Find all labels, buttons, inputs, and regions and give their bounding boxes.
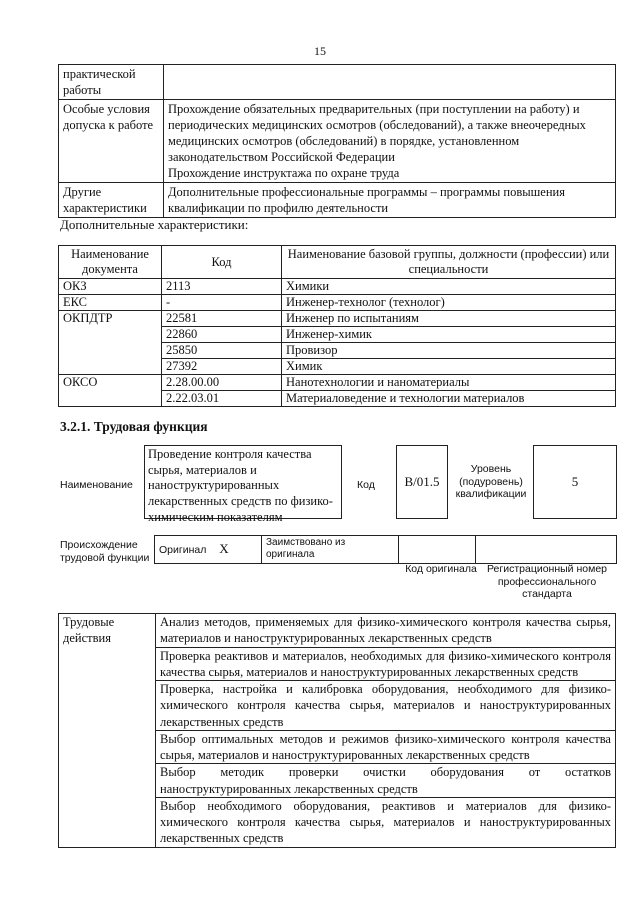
row-value <box>164 100 616 183</box>
row-label: Другие характеристики <box>59 183 164 218</box>
cell-document <box>59 359 162 375</box>
cell-document: ОКСО <box>59 375 162 391</box>
action-item: Выбор методик проверки очистки оборудования от остатков наноструктурированных лекарственных средств <box>156 764 616 798</box>
column-header-code: Код <box>162 246 282 279</box>
cell-code: 25850 <box>162 343 282 359</box>
table-row <box>59 391 616 407</box>
cell-name: Химики <box>282 279 616 295</box>
qualification-level-box: 5 <box>533 445 617 519</box>
original-code-caption: Код оригинала <box>405 563 477 575</box>
row-label: Особые условия допуска к работе <box>59 100 164 183</box>
cell-name: Материаловедение и технологии материалов <box>282 391 616 407</box>
cell-document: ОКЗ <box>59 279 162 295</box>
cell-document <box>59 343 162 359</box>
table-row <box>59 100 616 183</box>
name-label: Наименование <box>60 479 133 491</box>
cell-code: 22581 <box>162 311 282 327</box>
code-label: Код <box>357 479 375 491</box>
borrowed-cell: Заимствовано из оригинала <box>262 536 399 564</box>
table-header-row <box>59 246 616 279</box>
actions-label: Трудовые действия <box>59 614 156 848</box>
table-row <box>59 183 616 218</box>
registration-number-caption: Регистрационный номер профессионального стандарта <box>487 563 607 601</box>
cell-code: 27392 <box>162 359 282 375</box>
column-header-document: Наименование документа <box>59 246 162 279</box>
original-code-cell <box>399 536 476 564</box>
row-value <box>164 183 616 218</box>
cell-name: Химик <box>282 359 616 375</box>
column-header-name: Наименование базовой группы, должности (профессии) или специальности <box>282 246 616 279</box>
table-row <box>59 614 616 648</box>
cell-name: Нанотехнологии и наноматериалы <box>282 375 616 391</box>
cell-document <box>59 327 162 343</box>
extra-characteristics-heading: Дополнительные характеристики: <box>60 217 249 232</box>
registration-number-cell <box>476 536 617 564</box>
origin-label: Происхождение трудовой функции <box>60 539 150 564</box>
cell-name: Инженер-химик <box>282 327 616 343</box>
original-mark: X <box>219 541 229 557</box>
table-row <box>59 359 616 375</box>
labor-actions-table <box>58 613 616 848</box>
function-code-box: B/01.5 <box>396 445 448 519</box>
action-item: Анализ методов, применяемых для физико-химического контроля качества сырья, материалов и наноструктурированных лекарственных средств <box>156 614 616 648</box>
cell-document <box>59 391 162 407</box>
requirements-table <box>58 64 616 218</box>
original-label: Оригинал <box>159 544 207 557</box>
value-line: Прохождение инструктажа по охране труда <box>168 166 400 180</box>
section-title: 3.2.1. Трудовая функция <box>60 419 208 434</box>
row-value <box>164 65 616 100</box>
original-cell <box>155 536 262 564</box>
cell-name: Провизор <box>282 343 616 359</box>
cell-code: 2.22.03.01 <box>162 391 282 407</box>
table-row <box>59 327 616 343</box>
page-number: 15 <box>314 44 326 58</box>
qualification-level-label: Уровень (подуровень) квалификации <box>455 463 527 501</box>
action-item: Выбор оптимальных методов и режимов физико-химического контроля качества сырья, материалов и наноструктурированных лекарственных средств <box>156 730 616 764</box>
cell-name: Инженер по испытаниям <box>282 311 616 327</box>
table-row <box>59 375 616 391</box>
classification-codes-table <box>58 245 616 407</box>
action-item: Выбор необходимого оборудования, реактивов и материалов для физико-химического контроля качества сырья, материалов и наноструктурированных лекарственных средств <box>156 797 616 847</box>
cell-document: ОКПДТР <box>59 311 162 327</box>
table-row <box>59 311 616 327</box>
table-row <box>155 536 617 564</box>
cell-code: 2.28.00.00 <box>162 375 282 391</box>
function-name-box: Проведение контроля качества сырья, материалов и наноструктурированных лекарственных средств по физико-химическим показателям <box>144 445 342 519</box>
origin-table <box>154 535 617 564</box>
table-row <box>59 65 616 100</box>
table-row <box>59 295 616 311</box>
row-label: практической работы <box>59 65 164 100</box>
table-row <box>59 279 616 295</box>
action-item: Проверка, настройка и калибровка оборудования, необходимого для физико-химического контроля качества сырья, материалов и наноструктурированных лекарственных средств <box>156 681 616 731</box>
action-item: Проверка реактивов и материалов, необходимых для физико-химического контроля качества сырья, материалов и наноструктурированных лекарственных средств <box>156 647 616 681</box>
cell-name: Инженер-технолог (технолог) <box>282 295 616 311</box>
cell-code: 22860 <box>162 327 282 343</box>
table-row <box>59 343 616 359</box>
value-line: Дополнительные профессиональные программы – программы повышения квалификации по профилю деятельности <box>168 185 565 215</box>
value-line: Прохождение обязательных предварительных (при поступлении на работу) и периодических медицинских осмотров (обследований), а также внеочередных медицинских осмотров (обследований) в порядке, установленном законодательством Российской Федерации <box>168 102 586 164</box>
cell-code: 2113 <box>162 279 282 295</box>
cell-document: ЕКС <box>59 295 162 311</box>
cell-code: - <box>162 295 282 311</box>
